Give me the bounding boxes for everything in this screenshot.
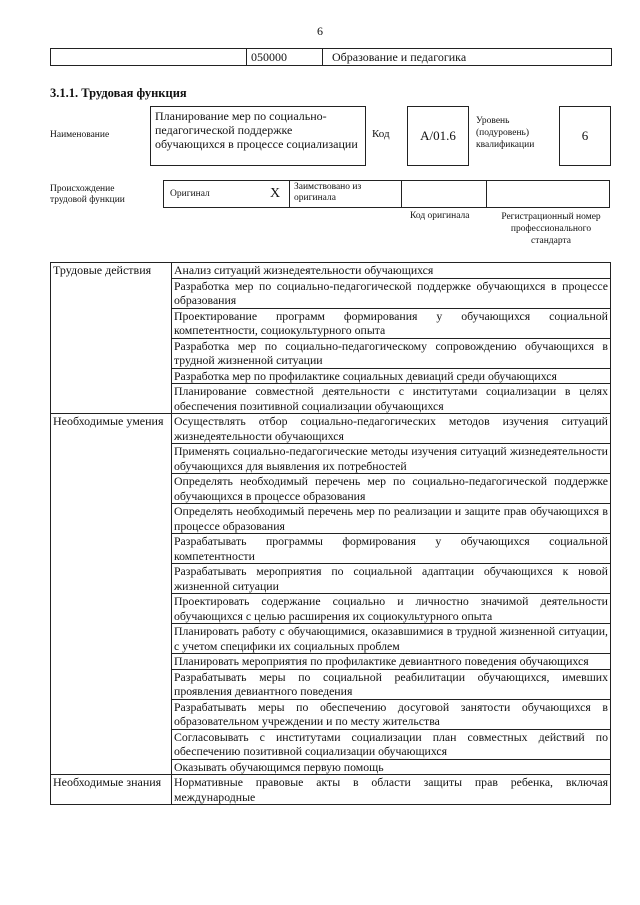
table-item: Разрабатывать программы формирования у обучающихся социальной компетентности [172, 534, 611, 564]
table-row [51, 729, 611, 759]
table-item: Разработка мер по социально-педагогической поддержке обучающихся в процессе образования [172, 278, 611, 308]
table-row [51, 534, 611, 564]
table-row [51, 504, 611, 534]
original-code-label: Код оригинала [410, 211, 470, 221]
category-cell [51, 444, 172, 474]
table-item: Применять социально-педагогические методы изучения ситуаций жизнедеятельности обучающихся для выявления их потребностей [172, 444, 611, 474]
table-row [51, 624, 611, 654]
category-cell [51, 278, 172, 308]
table-item: Планирование совместной деятельности с институтами социализации в целях обеспечения позитивной социализации обучающихся [172, 384, 611, 414]
level-value: 6 [559, 106, 611, 166]
table-item: Разрабатывать меры по социальной реабилитации обучающихся, имевших проявления девиантного поведения [172, 669, 611, 699]
category-cell [51, 624, 172, 654]
classification-code: 050000 [247, 49, 323, 65]
category-label: Необходимые знания [51, 775, 172, 805]
name-label: Наименование [50, 130, 110, 140]
reg-number-label: Регистрационный номер профессионального стандарта [501, 212, 601, 246]
borrowed-label: Заимствовано из оригинала [294, 182, 362, 203]
category-cell [51, 729, 172, 759]
table-item: Определять необходимый перечень мер по социально-педагогической поддержке обучающихся в процессе образования [172, 474, 611, 504]
category-cell [51, 384, 172, 414]
table-item: Согласовывать с институтами социализации план совместных действий по обеспечению позитивной социализации обучающихся [172, 729, 611, 759]
original-mark: X [270, 186, 281, 201]
original-label: Оригинал [170, 189, 210, 199]
table-item: Проектировать содержание социально и личностно значимой деятельности обучающихся с целью расширения их социокультурного опыта [172, 594, 611, 624]
category-cell [51, 534, 172, 564]
category-cell [51, 504, 172, 534]
table-row [51, 669, 611, 699]
table-row [51, 384, 611, 414]
function-code: A/01.6 [407, 106, 469, 166]
level-label: Уровень (подуровень) квалификации [476, 116, 535, 150]
table-item: Планировать мероприятия по профилактике девиантного поведения обучающихся [172, 654, 611, 670]
table-row [51, 263, 611, 279]
table-row [51, 759, 611, 775]
category-cell [51, 474, 172, 504]
category-cell [51, 308, 172, 338]
table-item: Разработка мер по социально-педагогическому сопровождению обучающихся в трудной жизненной ситуации [172, 338, 611, 368]
table-row [51, 368, 611, 384]
table-row [51, 474, 611, 504]
category-cell [51, 699, 172, 729]
category-cell [51, 338, 172, 368]
category-label: Трудовые действия [51, 263, 172, 279]
category-cell [51, 564, 172, 594]
function-details-table [50, 262, 611, 805]
table-row [51, 699, 611, 729]
classification-name: Образование и педагогика [332, 50, 467, 64]
classification-row [50, 48, 612, 66]
origin-label: Происхождение трудовой функции [50, 184, 125, 205]
table-row [51, 594, 611, 624]
category-cell [51, 594, 172, 624]
category-cell [51, 368, 172, 384]
table-row [51, 278, 611, 308]
table-item: Анализ ситуаций жизнедеятельности обучающихся [172, 263, 611, 279]
table-item: Разработка мер по профилактике социальных девиаций среди обучающихся [172, 368, 611, 384]
table-row [51, 444, 611, 474]
table-item: Проектирование программ формирования у обучающихся социальной компетентности, социокультурного опыта [172, 308, 611, 338]
table-item: Нормативные правовые акты в области защиты прав ребенка, включая международные [172, 775, 611, 805]
category-cell [51, 669, 172, 699]
table-row [51, 338, 611, 368]
table-row [51, 414, 611, 444]
origin-table [163, 180, 610, 208]
table-row [51, 308, 611, 338]
category-cell [51, 654, 172, 670]
table-item: Планировать работу с обучающимися, оказавшимися в трудной жизненной ситуации, с учетом специфики их социальных проблем [172, 624, 611, 654]
table-row [51, 654, 611, 670]
category-label: Необходимые умения [51, 414, 172, 444]
section-title: 3.1.1. Трудовая функция [50, 86, 187, 100]
empty-cell [51, 49, 247, 65]
function-name: Планирование мер по социально-педагогической поддержке обучающихся в процессе социализации [150, 106, 366, 166]
page-number: 6 [317, 24, 323, 38]
table-item: Определять необходимый перечень мер по реализации и защите прав обучающихся в процессе образования [172, 504, 611, 534]
table-item: Разрабатывать мероприятия по социальной адаптации обучающихся к новой жизненной ситуации [172, 564, 611, 594]
category-cell [51, 759, 172, 775]
table-item: Оказывать обучающимся первую помощь [172, 759, 611, 775]
table-item: Осуществлять отбор социально-педагогических методов изучения ситуаций жизнедеятельности обучающихся [172, 414, 611, 444]
table-row [51, 775, 611, 805]
table-row [51, 564, 611, 594]
code-label: Код [372, 128, 390, 140]
table-item: Разрабатывать меры по обеспечению досуговой занятости обучающихся в образовательном учреждении и по месту жительства [172, 699, 611, 729]
